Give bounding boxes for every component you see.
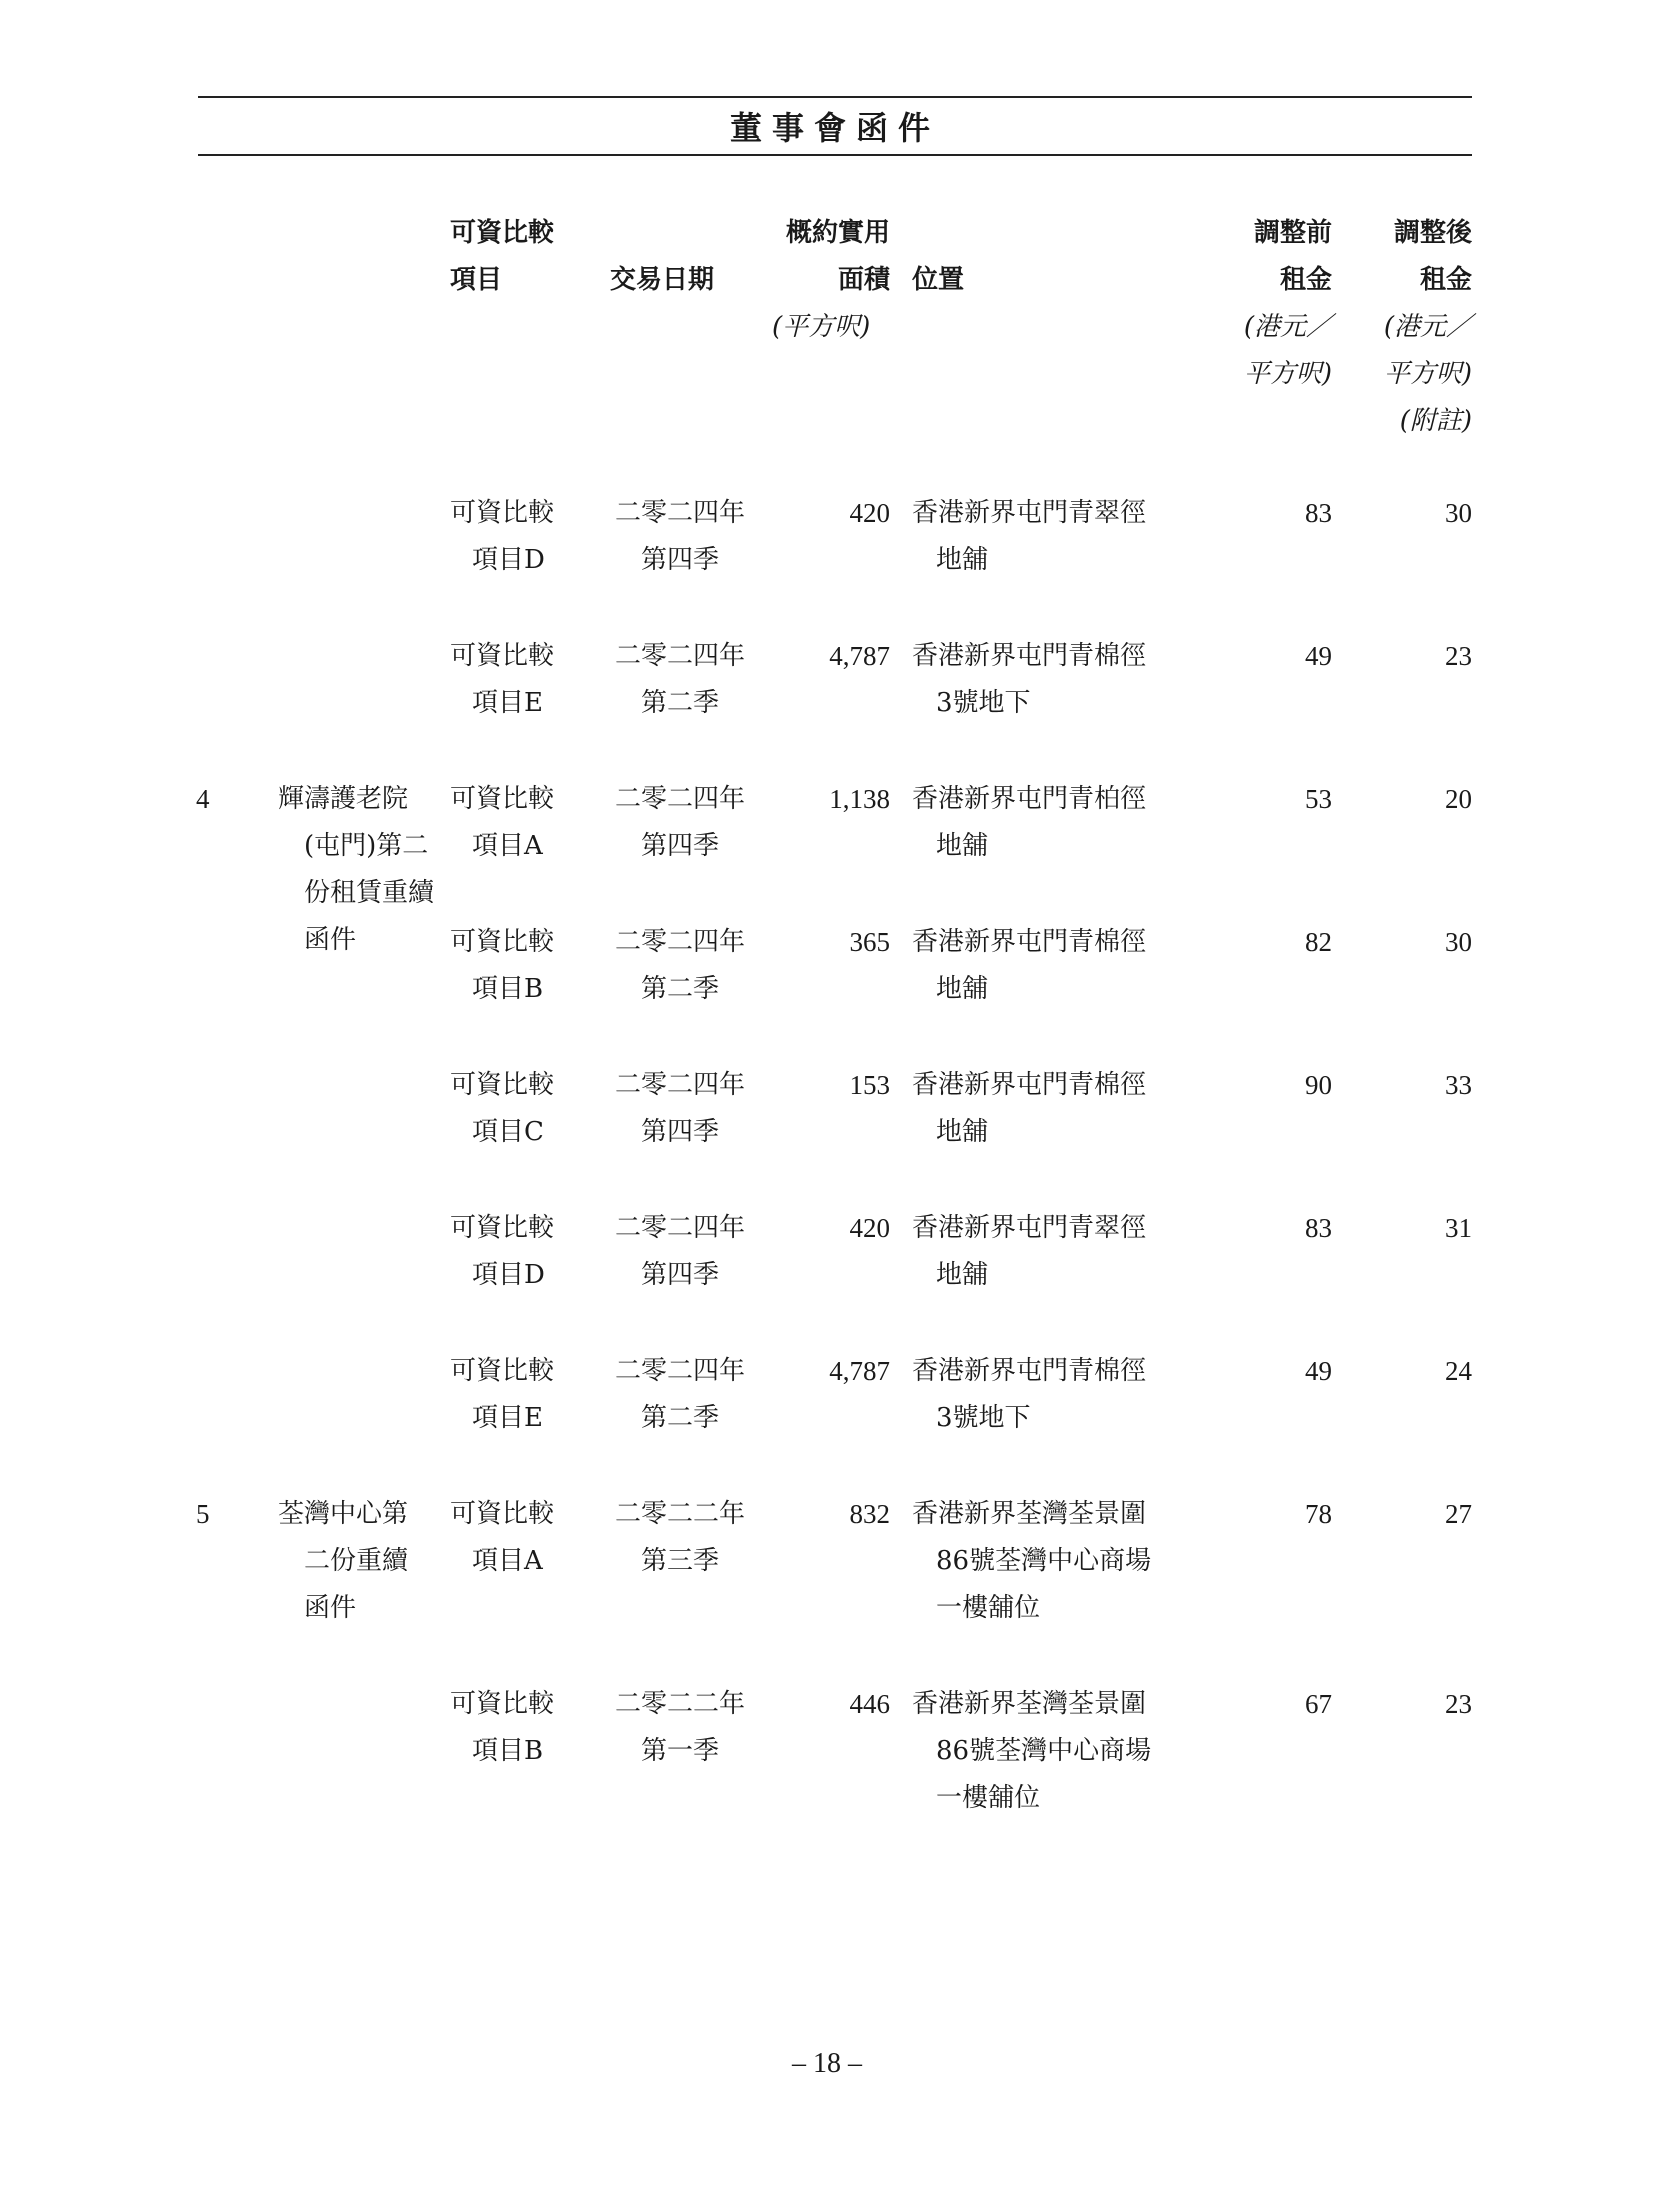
- comparable-item: 可資比較: [450, 1499, 555, 1529]
- comparable-item: 可資比較: [450, 1070, 555, 1100]
- comparable-item: 項目E: [472, 1403, 543, 1433]
- location: 香港新界屯門青棉徑: [912, 1070, 1147, 1100]
- rent-before-adjustment: 82: [1305, 927, 1332, 957]
- transaction-date: 第四季: [640, 1260, 719, 1290]
- page-title: 董事會函件: [729, 109, 940, 147]
- property-name: 輝濤護老院: [278, 784, 409, 814]
- saleable-area: 4,787: [829, 1356, 890, 1386]
- comparable-item: 可資比較: [450, 784, 555, 814]
- rent-after-adjustment: 30: [1445, 927, 1472, 957]
- property-name: 份租賃重續: [304, 878, 435, 908]
- col-header-rent-before: 租金: [1279, 265, 1332, 295]
- col-header-rent-after-unit: (附註): [1399, 406, 1472, 436]
- transaction-date: 第四季: [640, 831, 719, 861]
- comparable-item: 可資比較: [450, 641, 555, 671]
- location: 香港新界屯門青棉徑: [912, 641, 1147, 671]
- saleable-area: 153: [849, 1070, 890, 1100]
- transaction-date: 二零二四年: [614, 1070, 745, 1100]
- rent-after-adjustment: 20: [1445, 784, 1472, 814]
- saleable-area: 420: [849, 1213, 890, 1243]
- property-name: 函件: [304, 925, 357, 955]
- comparable-item: 可資比較: [450, 1356, 555, 1386]
- col-header-rent-before: 調整前: [1253, 218, 1332, 248]
- col-header-item: 項目: [450, 265, 503, 295]
- rent-after-adjustment: 33: [1445, 1070, 1472, 1100]
- col-header-rent-before-unit: (港元／: [1243, 312, 1332, 342]
- comparable-item: 項目C: [472, 1117, 544, 1147]
- col-header-area: 概約實用: [785, 218, 890, 248]
- property-name: 荃灣中心第: [278, 1499, 409, 1529]
- comparable-item: 項目A: [472, 1546, 543, 1576]
- location: 一樓舖位: [936, 1593, 1041, 1623]
- location: 香港新界屯門青棉徑: [912, 927, 1147, 957]
- rent-after-adjustment: 23: [1445, 1689, 1472, 1719]
- rent-before-adjustment: 83: [1305, 498, 1332, 528]
- row-number: 4: [196, 784, 210, 814]
- comparable-item: 項目E: [472, 688, 543, 718]
- transaction-date: 第三季: [640, 1546, 719, 1576]
- location: 香港新界屯門青柏徑: [912, 784, 1147, 814]
- location: 地舖: [936, 1117, 989, 1147]
- location: 地舖: [936, 974, 989, 1004]
- location: 香港新界屯門青翠徑: [912, 498, 1147, 528]
- transaction-date: 第一季: [640, 1736, 719, 1766]
- page-header: [198, 96, 1472, 156]
- transaction-date: 二零二二年: [614, 1689, 745, 1719]
- col-header-rent-after: 租金: [1419, 265, 1472, 295]
- rent-before-adjustment: 90: [1305, 1070, 1332, 1100]
- col-header-date: 交易日期: [610, 265, 715, 295]
- location: 香港新界荃灣荃景圍: [912, 1499, 1147, 1529]
- transaction-date: 第四季: [640, 545, 719, 575]
- transaction-date: 第二季: [640, 1403, 719, 1433]
- comparable-item: 可資比較: [450, 927, 555, 957]
- transaction-date: 二零二四年: [614, 1213, 745, 1243]
- location: 86號荃灣中心商場: [936, 1736, 1152, 1766]
- transaction-date: 第二季: [640, 974, 719, 1004]
- property-name: 二份重續: [304, 1546, 409, 1576]
- col-header-area: 面積: [837, 265, 890, 295]
- property-name: 函件: [304, 1593, 357, 1623]
- location: 香港新界屯門青翠徑: [912, 1213, 1147, 1243]
- rent-after-adjustment: 24: [1445, 1356, 1472, 1386]
- comparable-item: 項目D: [472, 545, 545, 575]
- rent-after-adjustment: 31: [1445, 1213, 1472, 1243]
- col-header-rent-after: 調整後: [1393, 218, 1472, 248]
- col-header-rent-after-unit: 平方呎): [1383, 359, 1472, 389]
- transaction-date: 二零二四年: [614, 641, 745, 671]
- comparable-item: 可資比較: [450, 1689, 555, 1719]
- col-header-rent-after-unit: (港元／: [1383, 312, 1472, 342]
- saleable-area: 4,787: [829, 641, 890, 671]
- location: 香港新界荃灣荃景圍: [912, 1689, 1147, 1719]
- col-header-location: 位置: [912, 265, 965, 295]
- comparable-item: 可資比較: [450, 1213, 555, 1243]
- transaction-date: 二零二四年: [614, 1356, 745, 1386]
- rent-before-adjustment: 49: [1305, 1356, 1332, 1386]
- page-number: – 18 –: [792, 2048, 862, 2079]
- location: 一樓舖位: [936, 1783, 1041, 1813]
- location: 3號地下: [936, 1403, 1031, 1433]
- location: 地舖: [936, 545, 989, 575]
- location: 香港新界屯門青棉徑: [912, 1356, 1147, 1386]
- transaction-date: 二零二四年: [614, 927, 745, 957]
- saleable-area: 420: [849, 498, 890, 528]
- transaction-date: 二零二二年: [614, 1499, 745, 1529]
- comparable-item: 項目D: [472, 1260, 545, 1290]
- comparable-item: 項目B: [472, 974, 544, 1004]
- rent-after-adjustment: 27: [1445, 1499, 1472, 1529]
- rent-after-adjustment: 30: [1445, 498, 1472, 528]
- transaction-date: 二零二四年: [614, 784, 745, 814]
- rent-before-adjustment: 78: [1305, 1499, 1332, 1529]
- location: 地舖: [936, 831, 989, 861]
- rent-before-adjustment: 49: [1305, 641, 1332, 671]
- col-header-rent-before-unit: 平方呎): [1243, 359, 1332, 389]
- comparable-item: 可資比較: [450, 498, 555, 528]
- transaction-date: 第二季: [640, 688, 719, 718]
- transaction-date: 第四季: [640, 1117, 719, 1147]
- rent-before-adjustment: 53: [1305, 784, 1332, 814]
- saleable-area: 446: [849, 1689, 890, 1719]
- row-number: 5: [196, 1499, 210, 1529]
- col-header-item: 可資比較: [450, 218, 555, 248]
- saleable-area: 1,138: [829, 784, 890, 814]
- comparable-item: 項目A: [472, 831, 543, 861]
- property-name: (屯門)第二: [304, 831, 429, 861]
- location: 地舖: [936, 1260, 989, 1290]
- rent-before-adjustment: 83: [1305, 1213, 1332, 1243]
- comparable-item: 項目B: [472, 1736, 544, 1766]
- col-header-area-unit: (平方呎): [772, 312, 871, 342]
- rent-after-adjustment: 23: [1445, 641, 1472, 671]
- transaction-date: 二零二四年: [614, 498, 745, 528]
- saleable-area: 365: [849, 927, 890, 957]
- location: 86號荃灣中心商場: [936, 1546, 1152, 1576]
- rent-before-adjustment: 67: [1305, 1689, 1332, 1719]
- saleable-area: 832: [849, 1499, 890, 1529]
- location: 3號地下: [936, 688, 1031, 718]
